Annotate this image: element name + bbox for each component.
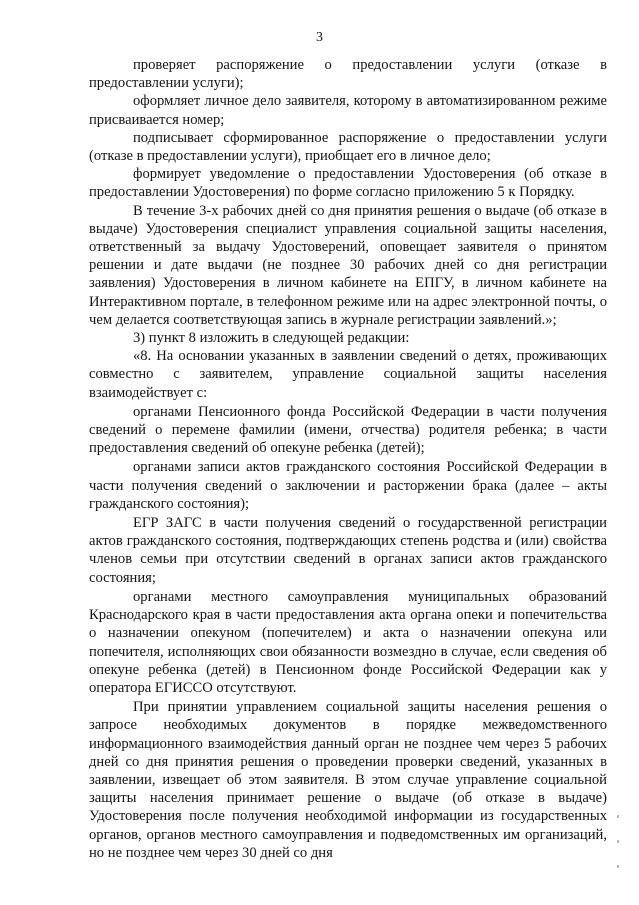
paragraph-local-government: органами местного самоуправления муниципальных образований Краснодарского края в части предоставления акта органа опеки и попечительства о назначении опекуном (попечителем) и акта о назначении опекуна или попечителя, исполняющих свои обязанности возмездно в случае, если сведения об опекуне ребенка (детей) в Пенсионном фонде Российской Федерации как у оператора ЕГИССО отсутствуют. xyxy=(89,588,607,696)
paragraph-interagency-request: При принятии управлением социальной защиты населения решения о запросе необходимых документов в порядке межведомственного информационного взаимодействия данный орган не позднее чем через 5 рабочих дней со дня принятия решения о проведении проверки сведений, указанных в заявлении, извещает об этом заявителя. В этом случае управление социальной защиты населения принимает решение о выдаче (об отказе в выдаче) Удостоверения после получения необходимой информации из государственных органов, органов местного самоуправления и подведомственных им организаций, но не позднее чем через 30 дней со дня xyxy=(89,699,607,861)
scan-artifact xyxy=(617,865,619,868)
paragraph-three-days: В течение 3-х рабочих дней со дня принятия решения о выдаче (об отказе в выдаче) Удостоверения специалист управления социальной защиты населения, ответственный за выдачу Удостоверений, оповещает заявителя о принятом решении и дате выдачи (не позднее 30 рабочих дней со дня регистрации заявления) Удостоверения в личном кабинете на ЕПГУ, в личном кабинете на Интерактивном портале, в телефонном режиме или на адрес электронной почты, о чем делается соответствующая запись в журнале регистрации заявлений.»; xyxy=(89,202,607,328)
scan-artifact xyxy=(617,840,619,843)
paragraph-pension-fund: органами Пенсионного фонда Российской Федерации в части получения сведений о перемене фамилии (имени, отчества) родителя ребенка; в части предоставления сведений об опекуне ребенка (детей); xyxy=(89,403,607,457)
scan-artifact xyxy=(617,815,619,818)
page-number: 3 xyxy=(316,30,323,45)
paragraph-check-order: проверяет распоряжение о предоставлении услуги (отказе в предоставлении услуги); xyxy=(89,57,607,92)
paragraph-point-8: «8. На основании указанных в заявлении сведений о детях, проживающих совместно с заявителем, управление социальной защиты населения взаимодействует с: xyxy=(89,348,607,401)
paragraph-civil-registry: органами записи актов гражданского состояния Российской Федерации в части получения сведений о заключении и расторжении брака (далее – акты гражданского состояния); xyxy=(89,459,607,512)
paragraph-personal-file: оформляет личное дело заявителя, которому в автоматизированном режиме присваивается номер; xyxy=(89,93,607,128)
paragraph-sign-order: подписывает сформированное распоряжение о предоставлении услуги (отказе в предоставлении услуги), приобщает его в личное дело; xyxy=(89,129,607,165)
document-body xyxy=(89,56,607,862)
paragraph-egr-zags: ЕГР ЗАГС в части получения сведений о государственной регистрации актов гражданского состояния, подтверждающих степень родства и (или) свойства членов семьи при отсутствии сведений в органах записи актов гражданского состояния; xyxy=(89,515,607,586)
paragraph-notification: формирует уведомление о предоставлении Удостоверения (об отказе в предоставлении Удостоверения) по форме согласно приложению 5 к Порядку. xyxy=(89,166,607,201)
paragraph-item-3: 3) пункт 8 изложить в следующей редакции: xyxy=(133,330,410,347)
